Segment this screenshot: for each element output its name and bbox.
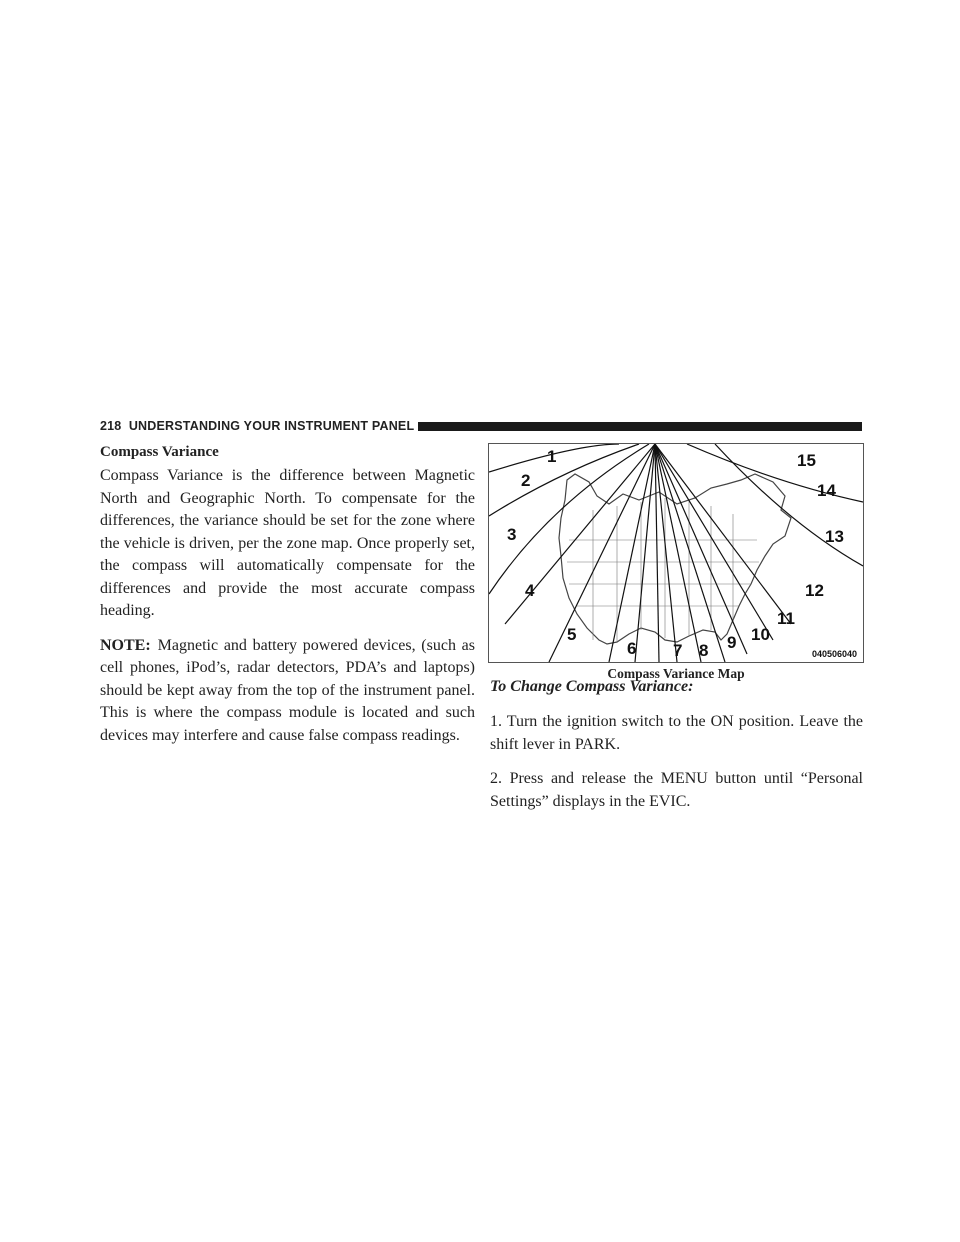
compass-variance-heading: Compass Variance [100,444,219,460]
zone-label-14: 14 [817,481,836,500]
zone-label-10: 10 [751,625,770,644]
map-drawing [489,444,863,662]
zone-label-2: 2 [521,471,531,490]
zone-label-13: 13 [825,527,844,546]
coastline [559,474,791,644]
page-header [100,418,862,438]
note-text: Magnetic and battery powered devices, (such as cell phones, iPod’s, radar detectors, PDA’s and laptops) should be kept away from the top of the instrument panel. This is where the compass module is located and such devices may interfere and cause false compass readings. [100,636,475,744]
zone-label-12: 12 [805,581,824,600]
section-title: UNDERSTANDING YOUR INSTRUMENT PANEL [128,419,415,433]
change-variance-heading: To Change Compass Variance: [490,678,694,695]
zone-label-9: 9 [727,633,737,652]
compass-variance-map [488,443,864,663]
map-image-code: 040506040 [811,649,857,659]
zone-label-11: 11 [777,609,795,628]
step-2: 2. Press and release the MENU button until “Personal Settings” displays in the EVIC. [490,770,863,810]
page-number: 218 [100,419,122,433]
compass-variance-paragraph: Compass Variance is the difference between Magnetic North and Geographic North. To compensate for the differences, the variance should be set for the zone where the vehicle is driven, per the zone map. Once properly set, the compass will automatically compensate for the differences and provide the most accurate compass heading. [100,467,475,619]
zone-label-4: 4 [525,581,535,600]
step-1: 1. Turn the ignition switch to the ON position. Leave the shift lever in PARK. [490,713,863,753]
map-caption: Compass Variance Map [607,666,745,681]
zone-label-1: 1 [547,447,557,466]
page-header-text [100,419,414,433]
left-column [100,441,475,759]
zone-label-5: 5 [567,625,577,644]
zone-label-3: 3 [507,525,517,544]
note-paragraph [100,635,475,748]
zone-label-7: 7 [673,641,683,660]
right-column [490,676,863,825]
note-label: NOTE: [100,636,151,654]
zone-label-8: 8 [699,641,709,660]
zone-label-15: 15 [797,451,816,470]
header-rule [418,422,862,431]
zone-label-6: 6 [627,639,637,658]
